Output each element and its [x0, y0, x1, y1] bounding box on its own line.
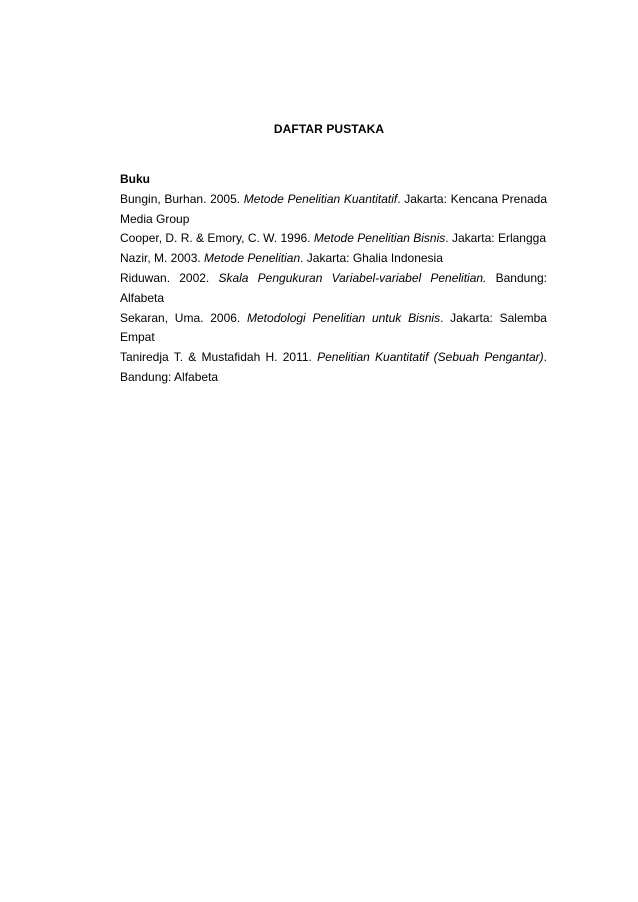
reference-item: Nazir, M. 2003. Metode Penelitian. Jakarta: Ghalia Indonesia [120, 251, 443, 266]
reference-item: Bungin, Burhan. 2005. Metode Penelitian Kuantitatif. Jakarta: Kencana Prenada Media Group [120, 191, 548, 226]
reference-item: Taniredja T. & Mustafidah H. 2011. Penelitian Kuantitatif (Sebuah Pengantar). Bandung: Alfabeta [120, 350, 547, 384]
reference-item: Sekaran, Uma. 2006. Metodologi Penelitian untuk Bisnis. Jakarta: Salemba Empat [120, 310, 547, 345]
page-title: DAFTAR PUSTAKA [273, 122, 385, 136]
reference-item: Cooper, D. R. & Emory, C. W. 1996. Metode Penelitian Bisnis. Jakarta: Erlangga [120, 231, 547, 246]
reference-list [120, 170, 547, 388]
reference-item: Riduwan. 2002. Skala Pengukuran Variabel-variabel Penelitian. Bandung: Alfabeta [120, 270, 547, 305]
section-heading: Buku [120, 172, 150, 186]
